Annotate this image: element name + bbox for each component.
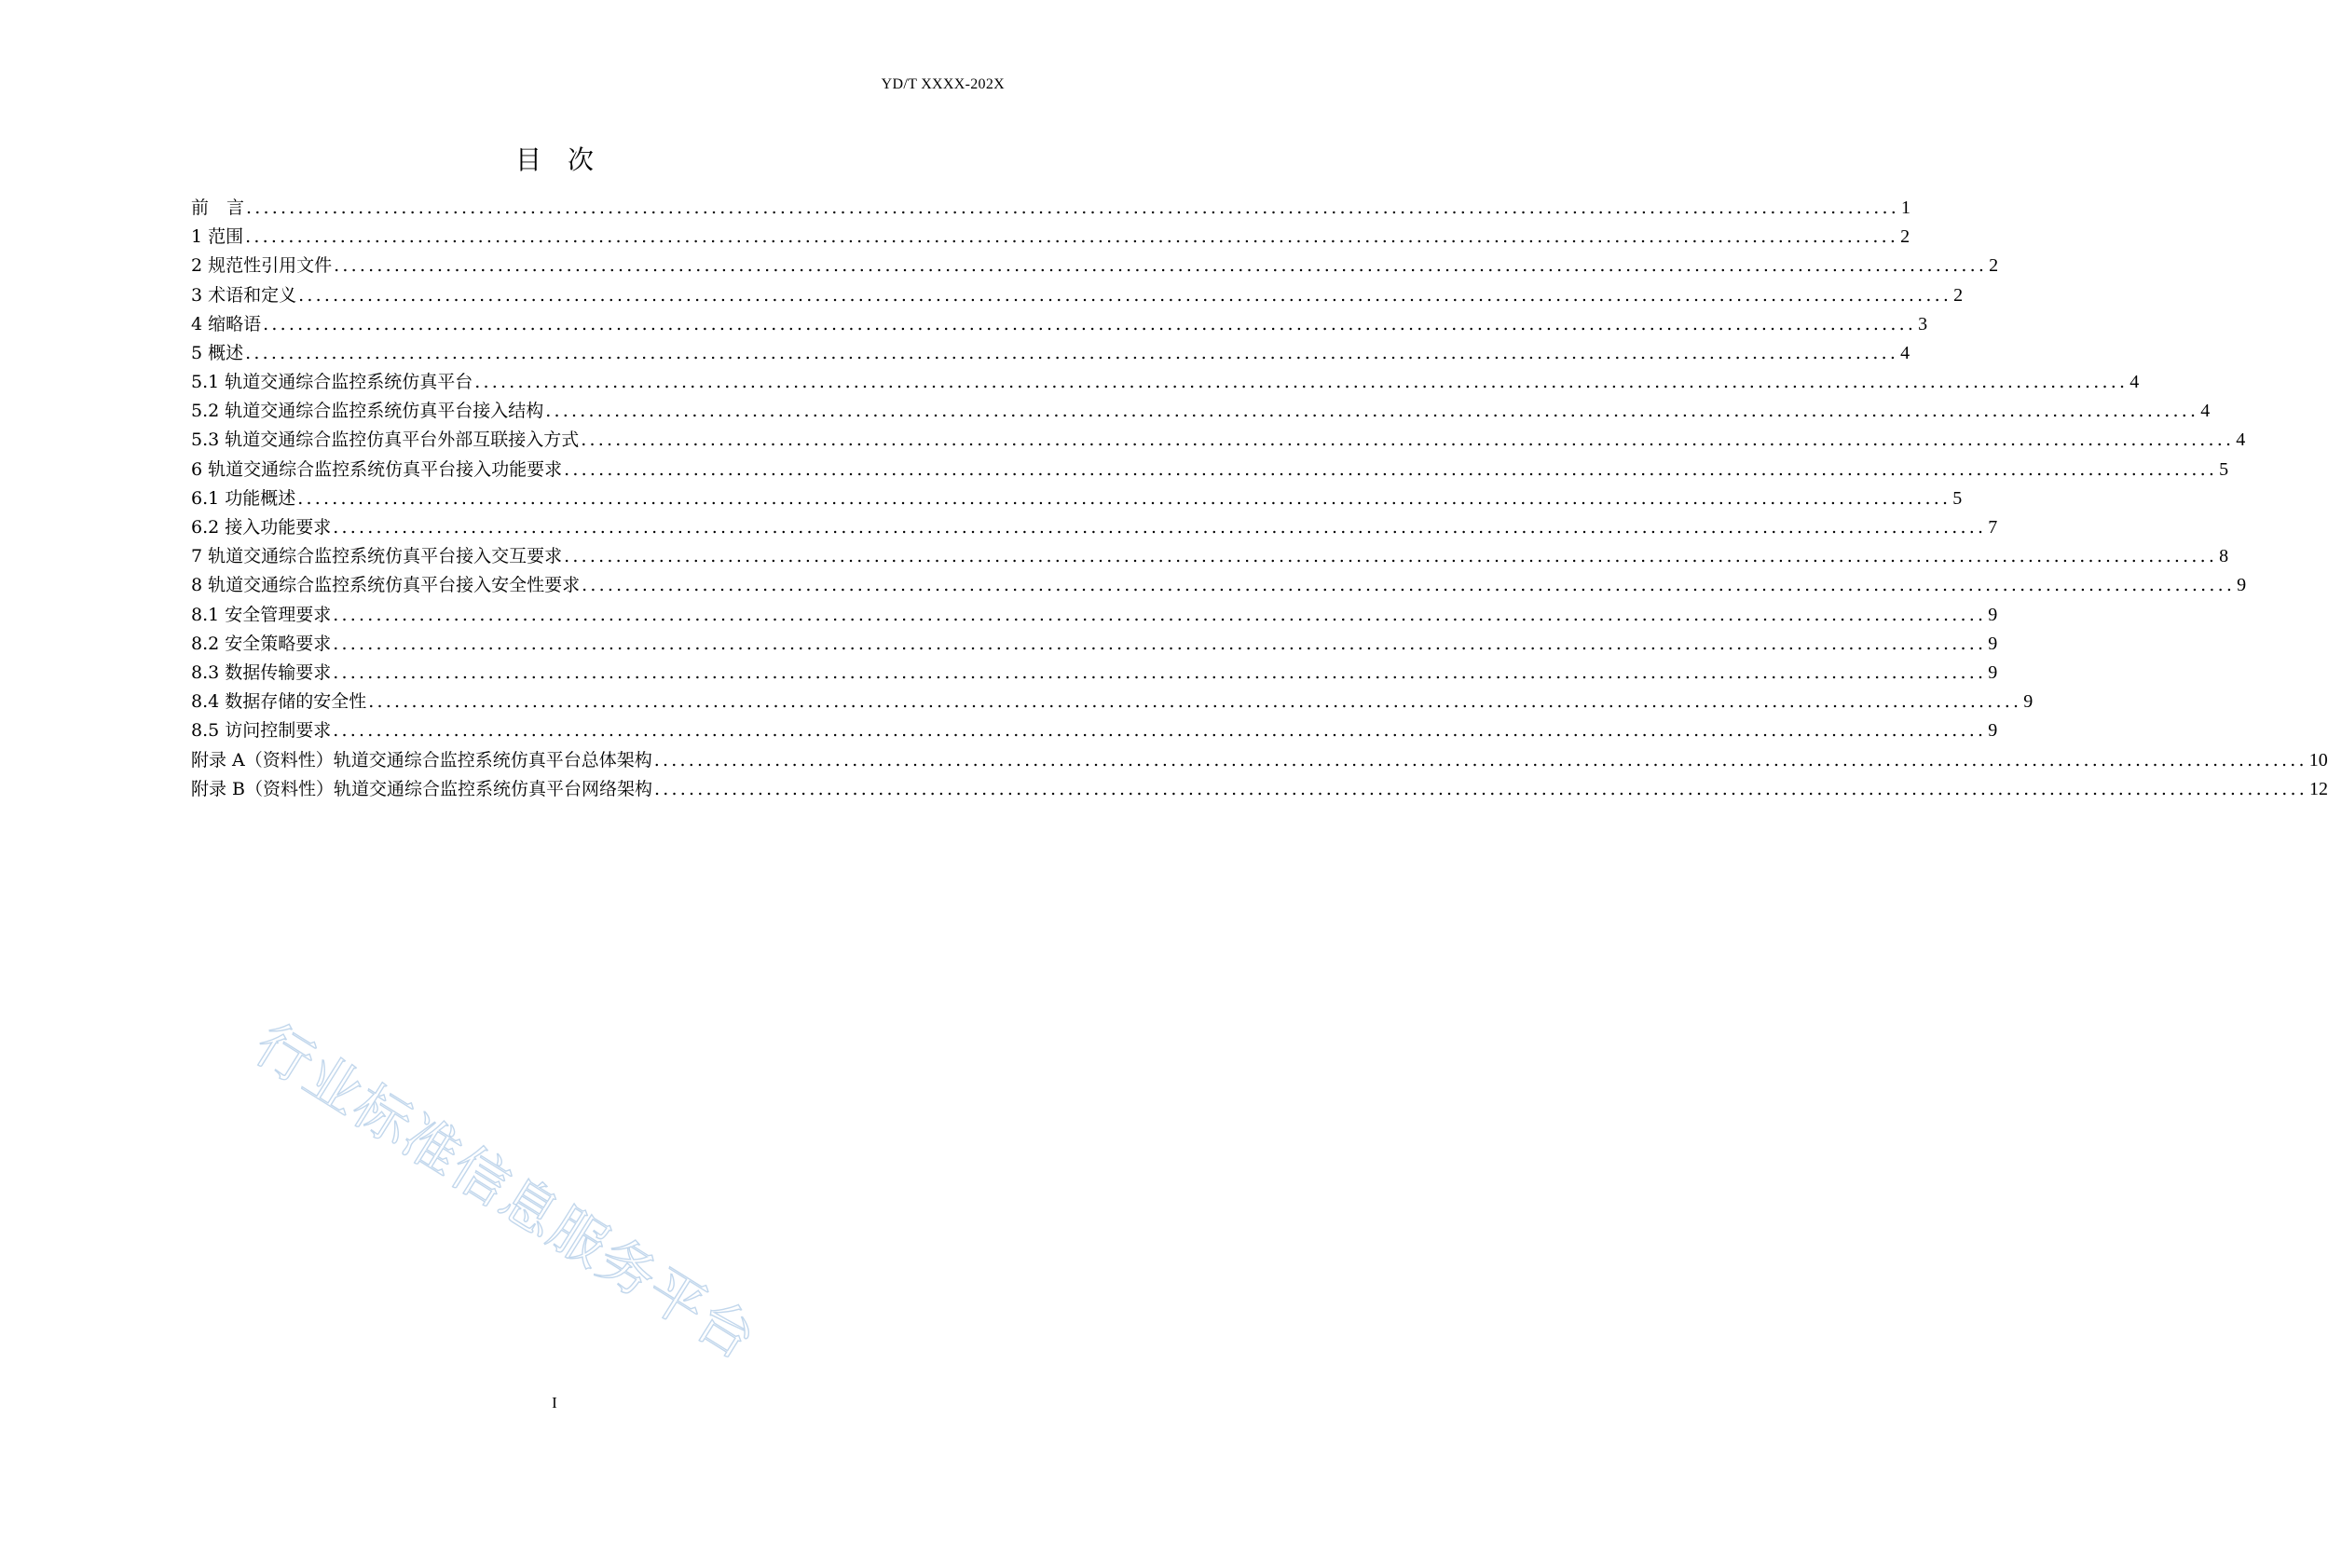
toc-entry-page: 4 <box>2236 429 2246 451</box>
toc-entry[interactable] <box>191 484 1963 513</box>
toc-entry[interactable] <box>191 194 1911 223</box>
document-code: YD/T XXXX-202X <box>881 76 1005 92</box>
toc-entry-page: 8 <box>2219 546 2229 567</box>
toc-dot-leader: ................................................................................................................................................................................................ <box>582 575 2236 596</box>
toc-dot-leader: ................................................................................................................................................................................................ <box>245 342 1899 363</box>
toc-entry[interactable] <box>191 571 2247 600</box>
toc-entry-label: 附录 A（资料性）轨道交通综合监控系统仿真平台总体架构 <box>191 749 652 770</box>
toc-entry-page: 12 <box>2309 778 2328 799</box>
toc-entry-label: 8.3 数据传输要求 <box>191 661 332 683</box>
toc-entry[interactable] <box>191 513 1998 542</box>
toc-entry-page: 9 <box>1988 633 1998 654</box>
toc-dot-leader: ................................................................................................................................................................................................ <box>474 372 2129 393</box>
toc-entry-label: 5.3 轨道交通综合监控仿真平台外部互联接入方式 <box>191 429 580 451</box>
toc-entry-page: 2 <box>1953 284 1964 306</box>
toc-entry[interactable] <box>191 339 1910 368</box>
toc-entry-page: 9 <box>1988 661 1998 683</box>
toc-dot-leader: ................................................................................................................................................................................................ <box>333 720 1987 742</box>
toc-dot-leader: ................................................................................................................................................................................................ <box>245 226 1899 248</box>
toc-dot-leader: ................................................................................................................................................................................................ <box>333 661 1987 683</box>
toc-dot-leader: ................................................................................................................................................................................................ <box>263 313 1917 334</box>
toc-entry-page: 9 <box>2237 575 2247 596</box>
toc-entry-label: 8.1 安全管理要求 <box>191 604 332 625</box>
toc-dot-leader: ................................................................................................................................................................................................ <box>368 691 2022 713</box>
toc-dot-leader: ................................................................................................................................................................................................ <box>653 749 2307 770</box>
toc-dot-leader: ................................................................................................................................................................................................ <box>333 633 1987 654</box>
toc-entry[interactable] <box>191 223 1910 252</box>
toc-entry[interactable] <box>191 252 1999 280</box>
toc-entry[interactable] <box>191 601 1998 630</box>
toc-entry-page: 4 <box>1900 342 1910 363</box>
toc-entry[interactable] <box>191 456 2229 484</box>
toc-entry[interactable] <box>191 397 2211 426</box>
toc-entry-label: 3 术语和定义 <box>191 284 297 306</box>
toc-entry[interactable] <box>191 716 1998 745</box>
toc-entry-page: 5 <box>1952 487 1963 509</box>
toc-entry[interactable] <box>191 659 1998 688</box>
toc-entry[interactable] <box>191 368 2140 397</box>
toc-entry[interactable] <box>191 281 1964 310</box>
watermark-text: 行业标准信息服务平台 <box>243 1012 768 1373</box>
toc-entry-label: 8.5 访问控制要求 <box>191 720 332 742</box>
toc-dot-leader: ................................................................................................................................................................................................ <box>298 284 1952 306</box>
toc-title: 目次 <box>514 144 620 175</box>
toc-dot-leader: ................................................................................................................................................................................................ <box>581 429 2235 451</box>
toc-entry-label: 8.2 安全策略要求 <box>191 633 332 654</box>
toc-entry-page: 2 <box>1989 255 1999 277</box>
toc-dot-leader: ................................................................................................................................................................................................ <box>334 255 1988 277</box>
toc-entry-label: 6.1 功能概述 <box>191 487 296 509</box>
toc-entry-page: 9 <box>2023 691 2034 713</box>
toc-entry-page: 2 <box>1900 226 1910 248</box>
toc-entry-label: 5.1 轨道交通综合监控系统仿真平台 <box>191 372 473 393</box>
toc-entry[interactable] <box>191 542 2229 571</box>
toc-entry[interactable] <box>191 310 1928 339</box>
toc-entry-page: 5 <box>2219 458 2229 480</box>
toc-dot-leader: ................................................................................................................................................................................................ <box>297 487 1951 509</box>
page-number: I <box>552 1394 557 1411</box>
toc-entry[interactable] <box>191 746 2328 775</box>
toc-entry-page: 9 <box>1988 604 1998 625</box>
toc-entry-label: 5.2 轨道交通综合监控系统仿真平台接入结构 <box>191 401 544 422</box>
toc-entry-label: 5 概述 <box>191 342 244 363</box>
toc-entry-page: 10 <box>2308 749 2328 770</box>
table-of-contents <box>191 194 2328 804</box>
toc-entry-label: 4 缩略语 <box>191 313 262 334</box>
toc-entry-label: 6.2 接入功能要求 <box>191 517 332 539</box>
toc-dot-leader: ................................................................................................................................................................................................ <box>545 401 2199 422</box>
toc-entry-label: 附录 B（资料性）轨道交通综合监控系统仿真平台网络架构 <box>191 778 653 799</box>
toc-entry-label: 8.4 数据存储的安全性 <box>191 691 367 713</box>
toc-entry[interactable] <box>191 688 2034 716</box>
toc-entry-page: 3 <box>1918 313 1928 334</box>
toc-entry-page: 4 <box>2129 372 2140 393</box>
toc-dot-leader: ................................................................................................................................................................................................ <box>564 546 2218 567</box>
toc-dot-leader: ................................................................................................................................................................................................ <box>654 778 2308 799</box>
toc-entry-label: 1 范围 <box>191 226 244 248</box>
toc-entry-page: 7 <box>1988 517 1998 539</box>
toc-entry-label: 8 轨道交通综合监控系统仿真平台接入安全性要求 <box>191 575 581 596</box>
toc-entry-label: 6 轨道交通综合监控系统仿真平台接入功能要求 <box>191 458 563 480</box>
toc-entry-page: 4 <box>2200 401 2211 422</box>
toc-entry[interactable] <box>191 775 2328 804</box>
toc-dot-leader: ................................................................................................................................................................................................ <box>333 517 1987 539</box>
toc-entry-page: 1 <box>1901 197 1911 218</box>
toc-entry-label: 2 规范性引用文件 <box>191 255 333 277</box>
toc-entry-label: 前 言 <box>191 197 245 218</box>
toc-dot-leader: ................................................................................................................................................................................................ <box>564 458 2218 480</box>
toc-dot-leader: ................................................................................................................................................................................................ <box>333 604 1987 625</box>
toc-entry-page: 9 <box>1988 720 1998 742</box>
toc-dot-leader: ................................................................................................................................................................................................ <box>246 197 1900 218</box>
toc-entry[interactable] <box>191 630 1998 659</box>
toc-entry-label: 7 轨道交通综合监控系统仿真平台接入交互要求 <box>191 546 563 567</box>
toc-entry[interactable] <box>191 427 2246 456</box>
